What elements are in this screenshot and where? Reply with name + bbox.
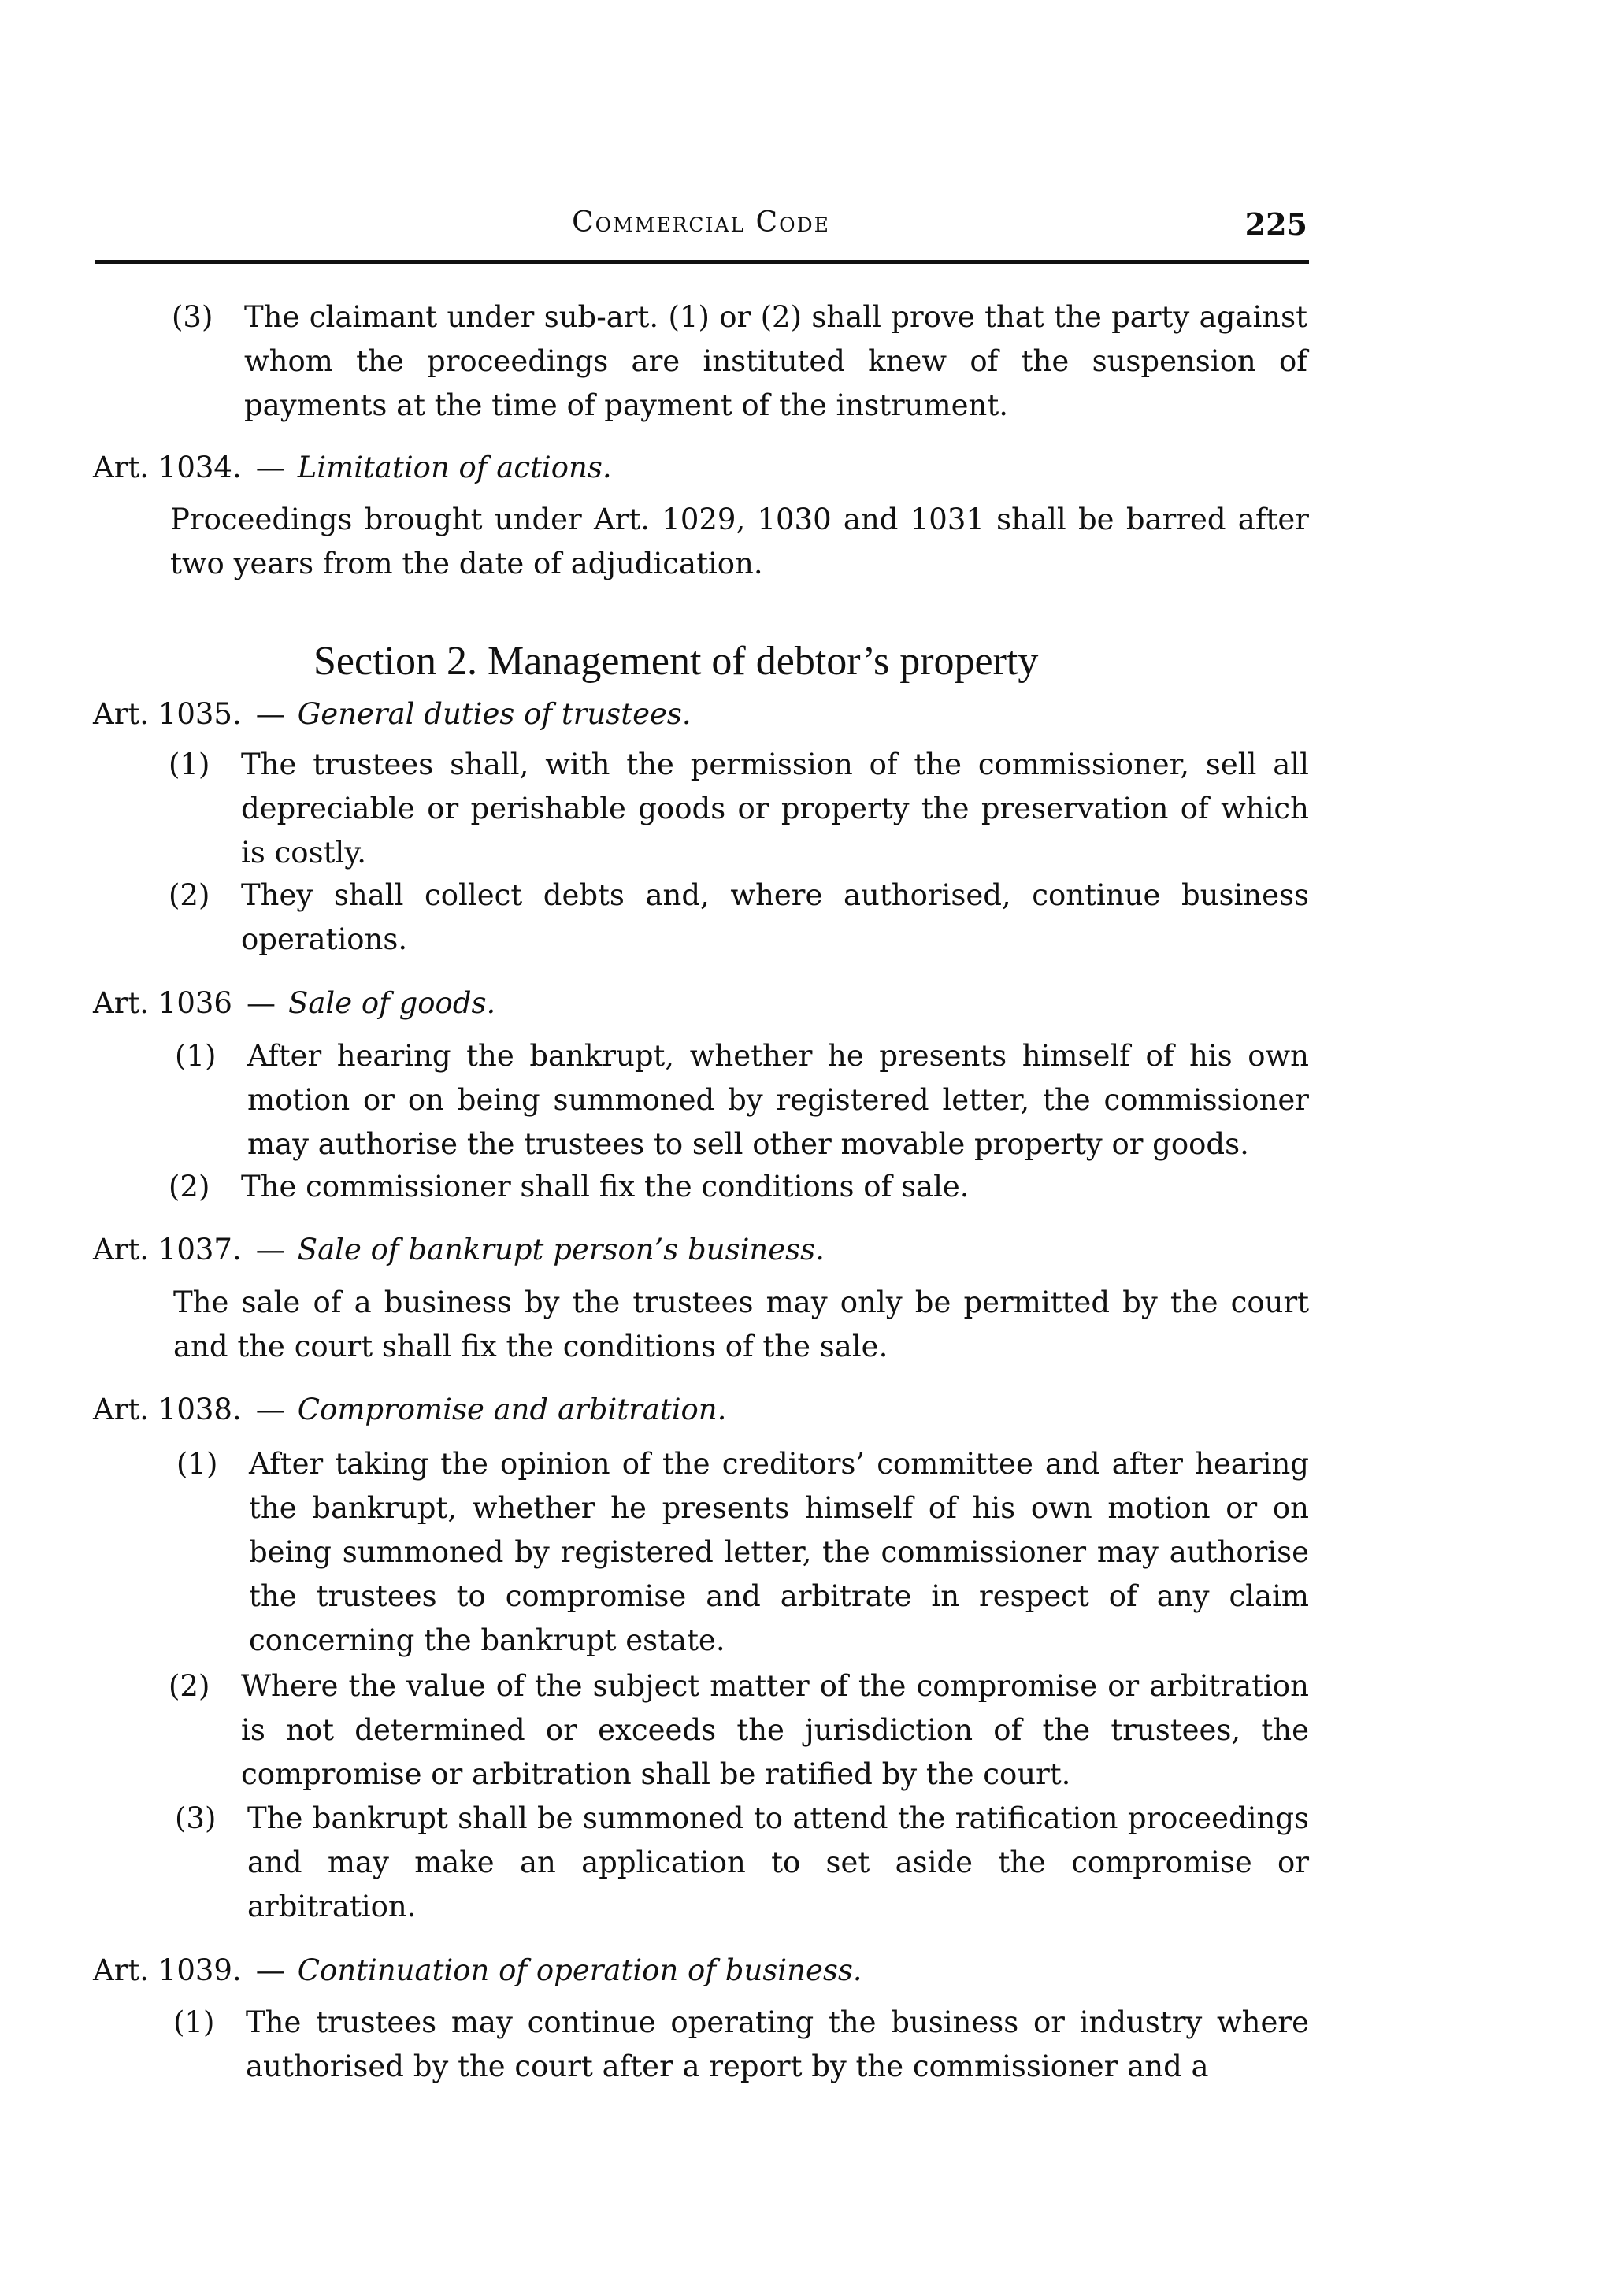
paragraph-number: (3) <box>175 1801 217 1835</box>
paragraph-text: The bankrupt shall be summoned to attend the ratification proceedings and may make an application to set aside the compromise or arbitration. <box>247 1801 1309 1923</box>
article-heading-1038 <box>93 1393 726 1426</box>
page-number: 225 <box>1244 206 1307 242</box>
paragraph-number: (3) <box>172 300 213 334</box>
paragraph-text: After taking the opinion of the creditors’ committee and after hearing the bankrupt, whether he presents himself of his own motion or on being summoned by registered letter, the commissioner may authorise the trustees to compromise and arbitrate in respect of any claim concerning the bankrupt estate. <box>249 1447 1309 1657</box>
paragraph-text: Where the value of the subject matter of the compromise or arbitration is not determined or exceeds the jurisdiction of the trustees, the compromise or arbitration shall be ratified by the court. <box>241 1669 1309 1791</box>
article-dash: — <box>255 1233 285 1267</box>
article-number: Art. 1034. <box>93 451 242 484</box>
paragraph-text: The trustees shall, with the permission of the commissioner, sell all depreciable or perishable goods or property the preservation of which is costly. <box>241 747 1309 870</box>
paragraph-number: (2) <box>169 1170 210 1204</box>
article-title: Limitation of actions. <box>297 451 612 484</box>
section-title: Section 2. Management of debtor’s property <box>313 639 1039 684</box>
paragraph-1039-1 <box>173 2001 1309 2089</box>
article-heading-1035 <box>93 697 692 731</box>
paragraph-text: The trustees may continue operating the business or industry where authorised by the court after a report by the commissioner and a <box>246 2005 1309 2083</box>
paragraph-text: After hearing the bankrupt, whether he presents himself of his own motion or on being summoned by registered letter, the commissioner may authorise the trustees to sell other movable property or goods. <box>247 1039 1309 1161</box>
paragraph-1033-3 <box>172 295 1307 428</box>
article-dash: — <box>246 986 276 1020</box>
paragraph-text: The sale of a business by the trustees may only be permitted by the court and the court shall fix the conditions of the sale. <box>173 1285 1309 1363</box>
paragraph-1038-3 <box>175 1797 1309 1929</box>
article-title: Compromise and arbitration. <box>297 1393 727 1426</box>
article-heading-1036 <box>93 986 495 1020</box>
article-title: Sale of goods. <box>287 986 496 1020</box>
paragraph-text: The claimant under sub-art. (1) or (2) shall prove that the party against whom the proceedings are instituted knew of the suspension of payments at the time of payment of the instrument. <box>244 300 1307 422</box>
article-dash: — <box>255 1393 285 1426</box>
paragraph-1038-1 <box>176 1442 1309 1663</box>
paragraph-1036-2 <box>169 1165 1309 1209</box>
article-number: Art. 1039. <box>93 1953 242 1987</box>
paragraph-text: They shall collect debts and, where authorised, continue business operations. <box>241 878 1309 956</box>
article-number: Art. 1036 <box>93 986 232 1020</box>
article-heading-1037 <box>93 1233 825 1267</box>
paragraph-number: (2) <box>169 1669 210 1703</box>
running-title: Commercial Code <box>572 206 830 239</box>
article-dash: — <box>255 1953 285 1987</box>
paragraph-number: (1) <box>173 2005 215 2039</box>
paragraph-1037 <box>173 1281 1309 1369</box>
article-number: Art. 1037. <box>93 1233 242 1267</box>
article-title: Sale of bankrupt person’s business. <box>297 1233 825 1267</box>
running-header <box>95 206 1307 246</box>
article-title: General duties of trustees. <box>297 697 692 731</box>
paragraph-1035-1 <box>169 743 1309 875</box>
article-heading-1039 <box>93 1953 862 1987</box>
paragraph-1038-2 <box>169 1664 1309 1797</box>
paragraph-1034 <box>170 498 1309 586</box>
article-number: Art. 1038. <box>93 1393 242 1426</box>
paragraph-1036-1 <box>175 1034 1309 1167</box>
paragraph-number: (1) <box>175 1039 217 1073</box>
article-number: Art. 1035. <box>93 697 242 731</box>
article-title: Continuation of operation of business. <box>297 1953 862 1987</box>
article-dash: — <box>255 451 285 484</box>
paragraph-1035-2 <box>169 874 1309 962</box>
paragraph-text: Proceedings brought under Art. 1029, 1030 and 1031 shall be barred after two years from the date of adjudication. <box>170 503 1309 580</box>
article-heading-1034 <box>93 451 612 484</box>
paragraph-number: (1) <box>176 1447 218 1481</box>
article-dash: — <box>255 697 285 731</box>
header-rule <box>95 260 1309 264</box>
paragraph-number: (2) <box>169 878 210 912</box>
paragraph-text: The commissioner shall fix the conditions of sale. <box>241 1170 970 1204</box>
paragraph-number: (1) <box>169 747 210 781</box>
